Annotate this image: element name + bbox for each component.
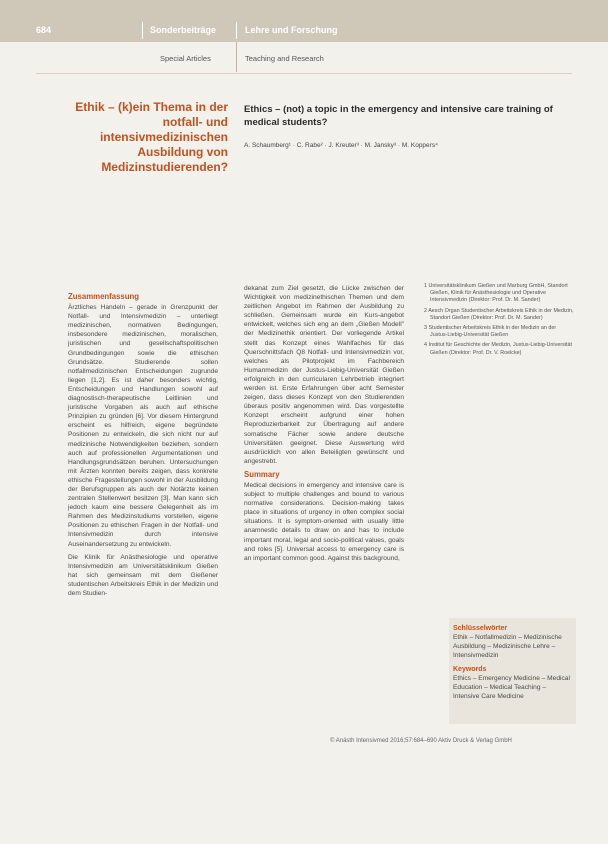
paragraph-summary: Medical decisions in emergency and intensive care is subject to multiple challenges and bound to various normative considerations. Decision-making takes place in situations of urgency in often complex social situations. It is symptom-oriented with usually little anamnestic details to draw on and has to include important moral, legal and socio-political values, goals and roles [5]. Universal access to emergency care is an important common good. Against this background, <box>244 481 404 562</box>
paragraph: Die Klinik für Anästhesiologie und operative Intensivmedizin am Universitätsklinikum Gießen hat sich gemeinsam mit dem Gießener studentischen Arbeitskreis Ethik in der Medizin und dem Studien- <box>68 553 218 597</box>
affiliation: 4 Institut für Geschichte der Medizin, Justus-Liebig-Universität Gießen (Direktor: Prof. Dr. V. Roelcke) <box>424 342 573 356</box>
keywords-en: Ethics – Emergency Medicine – Medical Education – Medical Teaching – Intensive Care Medicine <box>453 675 570 700</box>
sub-right: Teaching and Research <box>245 54 324 63</box>
title-english: Ethics – (not) a topic in the emergency and intensive care training of medical students? <box>244 104 553 128</box>
footer-citation: © Anästh Intensivmed 2016;57:684–690 Aktiv Druck & Verlag GmbH <box>330 738 512 744</box>
header-rule <box>36 73 572 74</box>
header-divider <box>142 22 143 39</box>
affiliation: 2 Aesch Organ Studentischer Arbeitskreis Ethik in der Medizin, Standort Gießen (Direktor: Prof. Dr. M. Sander) <box>424 307 574 321</box>
paragraph: dekanat zum Ziel gesetzt, die Lücke zwischen der Wichtigkeit von medizinethischen Themen und dem zeitlichen Angebot im Rahmen der Ausbildung zu schließen. Gemeinsam wurde ein Kurs-angebot entwickelt, welches sich eng an dem „Gießen Modell" der Medizinethik orientiert. Der vorliegende Artikel stellt das Konzept eines Wahlfaches für das Querschnittsfach Q8 Notfall- und Intensivmedizin vor, welches als Pilotprojekt im Fachbereich Humanmedizin der Justus-Liebig-Universität Gießen erfolgreich in den curricularen Lehrbetrieb integriert werden ist. Erste Erfahrungen über acht Semester zeigen, dass dieses Konzept von den Studierenden überaus positiv angenommen wird. Das vorgestellte Konzept erscheint aufgrund einer hohen Reproduzierbarkeit zur Übertragung auf andere somatische Fächer sowie andere deutsche Universitäten geeignet. Diese Auswertung wird ausdrücklich von allen Beteiligten gewünscht und angestrebt. <box>244 285 404 465</box>
sub-divider <box>236 42 237 72</box>
affiliation: 3 Studentischer Arbeitskreis Ethik in der Medizin an der Justus-Liebig-Universität Gießen <box>424 325 557 339</box>
page-header-band <box>0 0 608 42</box>
header-section-de: Sonderbeiträge <box>150 25 217 35</box>
title-german: Ethik – (k)ein Thema in der notfall- und intensivmedizinischen Ausbildung von Medizinstudierenden? <box>75 100 228 174</box>
affiliation: 1 Universitätsklinikum Gießen und Marburg GmbH, Standort Gießen, Klinik für Anästhesiologie und Operative Intensivmedizin (Direktor: Prof. Dr. M. Sander) <box>424 283 568 304</box>
header-divider <box>236 22 237 39</box>
keywords-heading-de: Schlüsselwörter <box>453 625 508 632</box>
column-two <box>244 284 404 567</box>
header-section-topic: Lehre und Forschung <box>245 25 338 35</box>
sub-left: Special Articles <box>160 54 211 63</box>
keywords-box <box>449 618 576 724</box>
keywords-heading-en: Keywords <box>453 666 487 673</box>
affiliations <box>424 283 574 360</box>
authors: A. Schaumberg¹ · C. Rabe² · J. Kreuter³ · M. Jansky³ · M. Koppers⁴ <box>244 142 438 149</box>
column-zusammenfassung <box>68 292 218 602</box>
heading-summary: Summary <box>244 469 280 479</box>
page-number: 684 <box>36 25 52 35</box>
heading-zusammenfassung: Zusammenfassung <box>68 292 140 301</box>
paragraph: Ärztliches Handeln – gerade in Grenzpunkt der Notfall- und Intensivmedizin – unterliegt medizinischen, normativen Bedingungen, insbesondere medizinischen, moralischen, juristischen und gesellschaftspolitischen Grundbedingungen sowie die ethischen Grundsätze. Studierende sollen notfallmedizinischen Entscheidungen zugrunde liegen [1,2]. Es ist daher besonders wichtig, Entscheidungen und Handlungen sowohl auf diagnostisch-therapeutische Leitlinien und juristische Vorgaben als auch auf ethische Prinzipien zu gründen [6]. Vor diesem Hintergrund erscheint es hilfreich, eigene begründete Positionen zu entwickeln, die sich nicht nur auf medizinische Notwendigkeiten beziehen, sondern auch auf professionellen Argumentationen und Handlungsgrundsätzen beruhen. Untersuchungen mit Ärzten konnten bereits zeigen, dass konkrete ethische Fragestellungen sowohl in der Ausbildung der Berufsgruppen als auch der Notärzte keinen zentralen Stellenwert besitzen [3]. Man kann sich jedoch kaum eine bessere Gelegenheit als im Rahmen des Medizinstudiums vorstellen, eigene Positionen zu ethischen Fragen in der Notfall- und Intensivmedizin durch intensive Auseinandersetzung zu entwickeln. <box>68 304 218 548</box>
keywords-de: Ethik – Notfallmedizin – Medizinische Ausbildung – Medizinische Lehre – Intensivmedizin <box>453 634 562 659</box>
